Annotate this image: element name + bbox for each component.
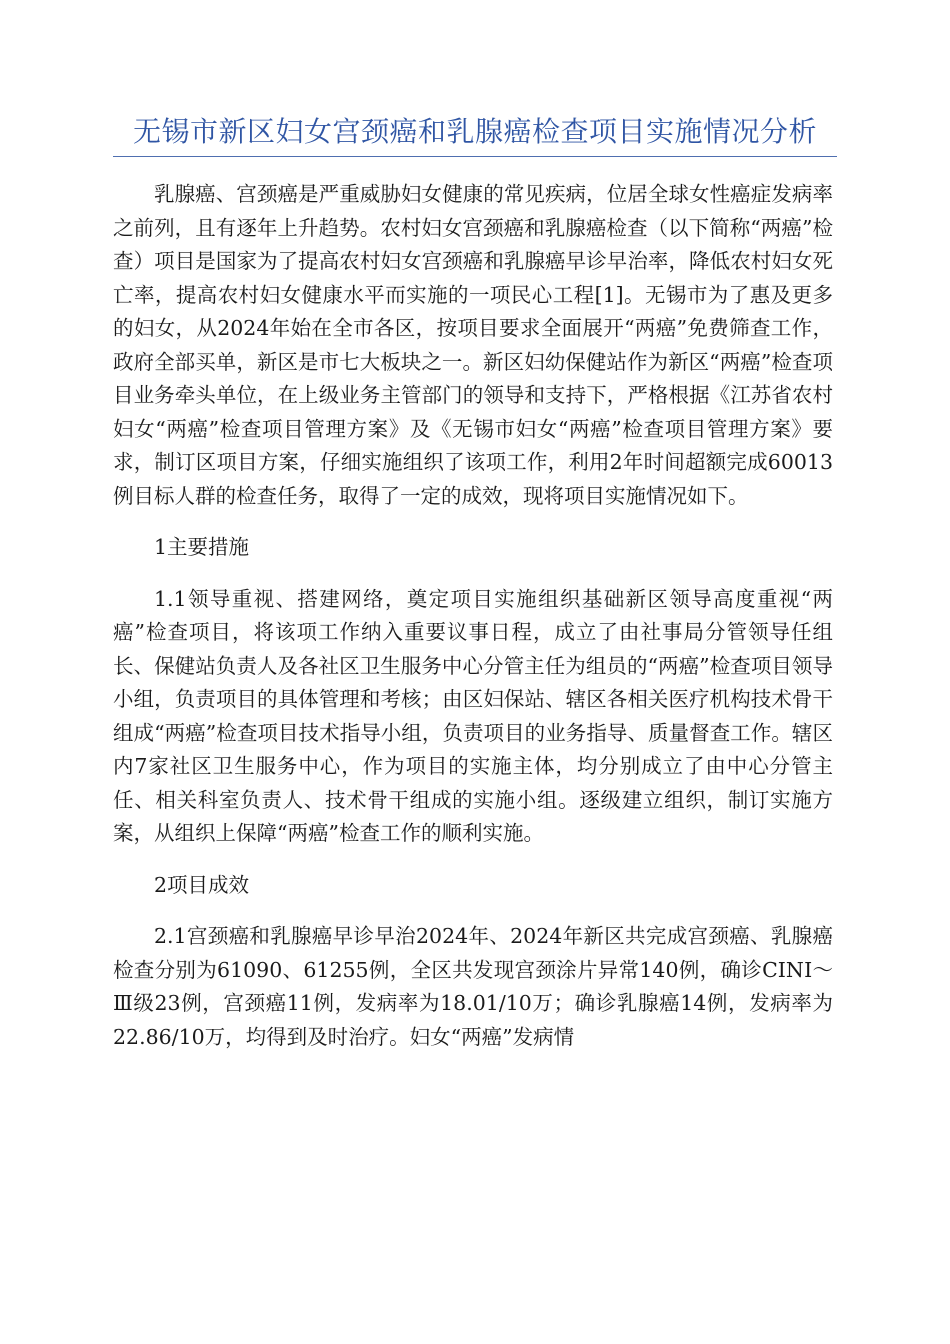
section-heading-main-measures: 1主要措施	[154, 535, 250, 559]
section-heading-project-results: 2项目成效	[154, 872, 250, 897]
intro-paragraph: 乳腺癌、宫颈癌是严重威胁妇女健康的常见疾病，位居全球女性癌症发病率之前列，且有逐年上升趋势。农村妇女宫颈癌和乳腺癌检查（以下简称“两癌”检查）项目是国家为了提高农村妇女宫颈癌和乳腺癌早诊早治率，降低农村妇女死亡率，提高农村妇女健康水平而实施的一项民心工程[1]。无锡市为了惠及更多的妇女，从2024年始在全市各区，按项目要求全面展开“两癌”免费筛查工作，政府全部买单，新区是市七大板块之一。新区妇幼保健站作为新区“两癌”检查项目业务牵头单位，在上级业务主管部门的领导和支持下，严格根据《江苏省农村妇女“两癌”检查项目管理方案》及《无锡市妇女“两癌”检查项目管理方案》要求，制订区项目方案，仔细实施组织了该项工作，利用2年时间超额完成60013例目标人群的检查任务，取得了一定的成效，现将项目实施情况如下。	[113, 182, 833, 508]
document-body	[113, 178, 833, 1054]
document-title: 无锡市新区妇女宫颈癌和乳腺癌检查项目实施情况分析	[132, 115, 817, 148]
measures-paragraph: 1.1领导重视、搭建网络，奠定项目实施组织基础新区领导高度重视“两癌”检查项目，将该项工作纳入重要议事日程，成立了由社事局分管领导任组长、保健站负责人及各社区卫生服务中心分管主任为组员的“两癌”检查项目领导小组，负责项目的具体管理和考核；由区妇保站、辖区各相关医疗机构技术骨干组成“两癌”检查项目技术指导小组，负责项目的业务指导、质量督查工作。辖区内7家社区卫生服务中心，作为项目的实施主体，均分别成立了由中心分管主任、相关科室负责人、技术骨干组成的实施小组。逐级建立组织，制订实施方案，从组织上保障“两癌”检查工作的顺利实施。	[113, 586, 833, 845]
results-paragraph: 2.1宫颈癌和乳腺癌早诊早治2024年、2024年新区共完成宫颈癌、乳腺癌检查分别为61090、61255例，全区共发现宫颈涂片异常140例，确诊CINⅠ～Ⅲ级23例，宫颈癌11例，发病率为18.01/10万；确诊乳腺癌14例，发病率为22.86/10万，均得到及时治疗。妇女“两癌”发病情	[113, 924, 833, 1049]
title-block	[113, 112, 837, 157]
